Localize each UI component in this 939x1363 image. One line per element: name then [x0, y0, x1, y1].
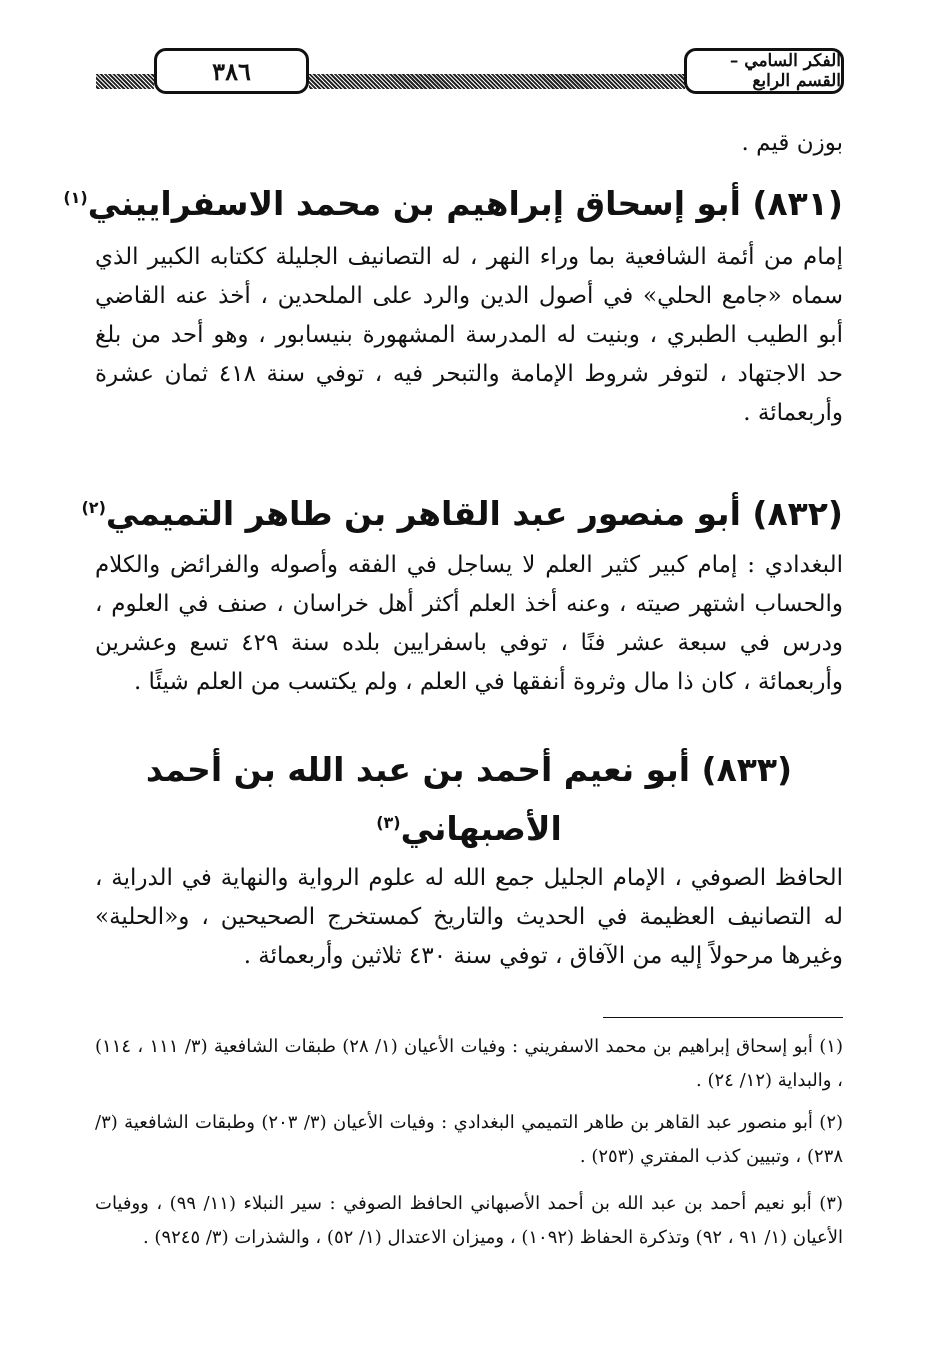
- page-header: [96, 48, 844, 100]
- footnote-2: (٢) أبو منصور عبد القاهر بن طاهر التميمي البغدادي : وفيات الأعيان (٣/ ٢٠٣) وطبقات الشافعية (٣/ ٢٣٨) ، وتبيين كذب المفتري (٢٥٣) .: [95, 1112, 844, 1167]
- entry-832-heading: [81, 487, 843, 541]
- header-ornament-middle: [309, 74, 685, 89]
- entry-832-body: البغدادي : إمام كبير كثير العلم لا يساجل في الفقه وأصوله والفرائض والكلام والحساب اشتهر صيته ، وعنه أخذ العلم أكثر أهل خراسان ، صنف في العلوم ، ودرس في سبعة عشر فنًا ، توفي باسفرايين بلده سنة ٤٢٩ تسع وعشرين وأربعمائة ، كان ذا مال وثروة أنفقها في العلم ، ولم يكتسب من العلم شيئًا .: [95, 552, 843, 695]
- entry-833-heading-line1: (٨٣٣) أبو نعيم أحمد بن عبد الله بن أحمد: [145, 750, 793, 789]
- intro-line: بوزن قيم .: [741, 130, 843, 156]
- entry-833-body: الحافظ الصوفي ، الإمام الجليل جمع الله له علوم الرواية والنهاية في الدراية ، له التصانيف العظيمة في الحديث والتاريخ كمستخرج الصحيحين ، و«الحلية» وغيرها مرحولاً إليه من الآفاق ، توفي سنة ٤٣٠ ثلاثين وأربعمائة .: [95, 865, 843, 969]
- page-number: ٣٨٦: [154, 48, 309, 94]
- footnote-3: (٣) أبو نعيم أحمد بن عبد الله بن أحمد الأصبهاني الحافظ الصوفي : سير النبلاء (١١/ ٩٩) ، ووفيات الأعيان (١/ ٩١ ، ٩٢) وتذكرة الحفاظ (١٠٩٢) ، وميزان الاعتدال (١/ ٥٢) ، والشذرات (٣/ ٩٢٤٥) .: [95, 1193, 843, 1248]
- footnote-ref-1: (١): [63, 188, 88, 207]
- footnote-ref-3: (٣): [376, 813, 401, 832]
- entry-831-title: (٨٣١) أبو إسحاق إبراهيم بن محمد الاسفراييني: [87, 184, 843, 223]
- header-ornament-left: [96, 74, 154, 89]
- entry-833-title-line2: الأصبهاني: [400, 809, 562, 848]
- footnote-ref-2: (٢): [81, 498, 106, 517]
- footnote-divider: [603, 1017, 843, 1018]
- entry-832-title: (٨٣٢) أبو منصور عبد القاهر بن طاهر التميمي: [105, 494, 843, 533]
- entry-831-heading: [63, 177, 843, 231]
- footnote-1: (١) أبو إسحاق إبراهيم بن محمد الاسفريني : وفيات الأعيان (١/ ٢٨) طبقات الشافعية (٣/ ١١١ ، ١١٤) ، والبداية (١٢/ ٢٤) .: [95, 1036, 843, 1091]
- entry-833-heading-line2: [95, 802, 843, 856]
- entry-831-body: إمام من أئمة الشافعية بما وراء النهر ، له التصانيف الجليلة ككتابه الكبير الذي سماه «جامع الحلي» في أصول الدين والرد على الملحدين ، أخذ عنه القاضي أبو الطيب الطبري ، وبنيت له المدرسة المشهورة بنيسابور ، وهو أحد من بلغ حد الاجتهاد ، لتوفر شروط الإمامة والتبحر فيه ، توفي سنة ٤١٨ ثمان عشرة وأربعمائة .: [95, 244, 843, 426]
- running-title: الفكر السامي – القسم الرابع: [684, 48, 844, 94]
